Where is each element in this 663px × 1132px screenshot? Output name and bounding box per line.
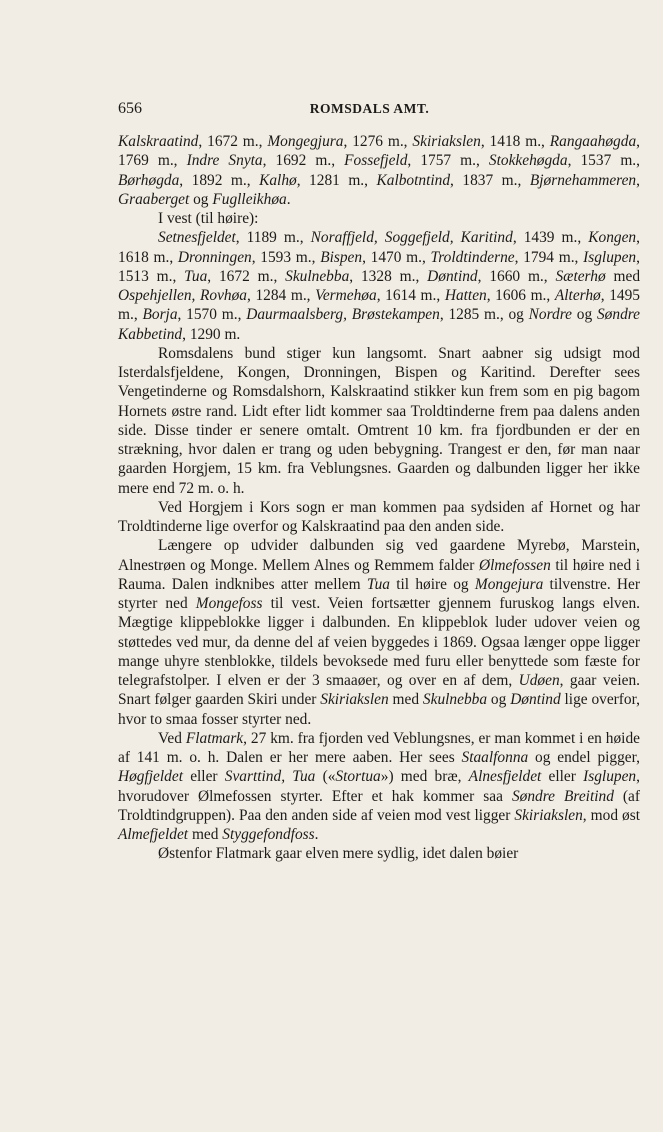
- text-run: og: [572, 306, 597, 324]
- italic-name: Graaberget: [118, 190, 190, 208]
- italic-name: Noraffjeld, Soggefjeld, Karitind: [310, 229, 513, 247]
- text-run: , 1537 m.,: [567, 152, 640, 170]
- italic-name: Almefjeldet: [118, 826, 189, 843]
- italic-name: Fuglleikhøa: [212, 190, 287, 208]
- italic-name: Bjørnehammeren: [529, 171, 637, 189]
- italic-name: Svarttind, Tua: [224, 768, 316, 786]
- text-run: , 1284 m.,: [247, 287, 316, 304]
- italic-name: Setnesfjeldet: [158, 229, 236, 247]
- italic-name: Hatten: [444, 287, 487, 304]
- text-run: («: [315, 768, 336, 786]
- text-run: , 1757 m.,: [407, 152, 489, 170]
- italic-name: Kalbotntind: [376, 171, 451, 189]
- italic-name: Daurmaalsberg, Brøstekampen: [246, 306, 440, 324]
- text-run: , 1892 m.,: [179, 171, 260, 189]
- text-run: , 1495 m.,: [118, 287, 640, 324]
- text-run: til vest. Veien fortsætter gjennem furuskog langs elven. Mægtige klippeblokke ligger i dalbunden. En klippeblok luder udover veien og støttedes ved mur, da denne del af veien byggedes i 1869. Ogsaa længer oppe ligger mange uhyre stenblokke, tildels bevoksede med furu eller benyttede som fæste for telegrafstolper. I elven er der 3 smaaøer, og over en af dem,: [118, 595, 640, 689]
- text-run: Ved: [158, 729, 186, 747]
- text-run: , 1470 m.,: [362, 248, 431, 266]
- text-run: tilvenstre. Her styrter ned: [118, 575, 640, 612]
- italic-name: Skulnebba: [285, 267, 350, 285]
- text-run: , 1593 m.,: [251, 248, 321, 266]
- text-run: og endel pigger,: [528, 749, 640, 766]
- italic-name: Indre Snyta: [186, 152, 263, 170]
- italic-name: Bispen: [320, 248, 363, 266]
- italic-name: Stortua: [335, 768, 381, 786]
- text-run: , 1285 m., og: [439, 306, 529, 324]
- italic-name: Mongejura: [474, 575, 544, 593]
- text-run: til høire ned i Rauma. Dalen indknibes atter mellem: [118, 556, 640, 593]
- italic-name: Tua: [366, 575, 390, 593]
- paragraph-p3: [118, 228, 640, 344]
- text-run: , 1614 m.,: [376, 287, 445, 304]
- text-run: , 1837 m.,: [450, 171, 530, 189]
- text-run: , 1692 m.,: [262, 152, 345, 170]
- italic-name: Skulnebba: [422, 691, 488, 709]
- text-run: , 1290 m.: [182, 325, 241, 343]
- text-run: , 1513 m.,: [118, 248, 640, 285]
- paragraph-p5: [118, 498, 640, 537]
- body-text: [118, 132, 640, 864]
- text-run: , 1418 m.,: [480, 133, 550, 150]
- text-run: med: [605, 267, 641, 285]
- italic-name: Søndre Breitind: [511, 787, 614, 805]
- text-run: , hvorudover Ølmefossen styrter. Efter et hak kommer saa: [118, 768, 640, 805]
- italic-name: Mongefoss: [195, 595, 263, 612]
- italic-name: Børhøgda: [118, 171, 180, 189]
- italic-name: Ospehjellen, Rovhøa: [118, 287, 247, 304]
- text-run: , 1439 m.,: [512, 229, 589, 247]
- text-run: (af Troldtindgruppen). Paa den anden side af veien mod vest ligger: [118, 787, 640, 824]
- text-run: ,: [636, 171, 640, 189]
- italic-name: Høgfjeldet: [118, 768, 183, 786]
- italic-name: Dronningen: [177, 248, 252, 266]
- text-run: .: [286, 190, 291, 208]
- italic-name: Kalskraatind: [118, 133, 199, 150]
- italic-name: Troldtinderne: [430, 248, 515, 266]
- text-run: med: [388, 691, 423, 709]
- text-run: med: [188, 826, 223, 843]
- text-run: Ved Horgjem i Kors sogn er man kommen paa sydsiden af Hornet og har Troldtinderne lige overfor og Kalskraatind paa den anden side.: [118, 498, 640, 535]
- italic-name: Isglupen: [583, 768, 637, 786]
- italic-name: Døntind: [427, 267, 478, 285]
- italic-name: Skiriakslen: [412, 133, 481, 150]
- page-number: 656: [118, 100, 142, 117]
- text-run: , 1606 m.,: [486, 287, 555, 304]
- italic-name: Ølmefossen: [478, 556, 551, 574]
- italic-name: Udøen: [518, 672, 560, 689]
- italic-name: Tua: [184, 267, 208, 285]
- text-run: Romsdalens bund stiger kun langsomt. Snart aabner sig udsigt mod Isterdalsfjeldene, Kongen, Dronningen, Bispen og Karitind. Derefter sees Vengetinderne og Romsdalshorn, Kalskraatind stikker kun frem som en pig bagom Hornets østre rand. Lidt efter lidt kommer saa Troldtinderne frem paa dalens anden side. Disse tinder er senere omtalt. Omtrent 10 km. fra fjordbunden er der en strækning, hvor dalen er trang og uden bebygning. Trangest er den, før man naar gaarden Horgjem, 15 km. fra Veblungsnes. Gaarden og dalbunden ligger her ikke mere end 72 m. o. h.: [118, 344, 640, 497]
- italic-name: Fossefjeld: [344, 152, 408, 170]
- text-run: , 1769 m.,: [118, 133, 640, 170]
- text-run: I vest (til høire):: [158, 210, 259, 227]
- running-head: ROMSDALS AMT.: [309, 101, 430, 116]
- text-run: og: [487, 691, 511, 709]
- text-run: , 1794 m.,: [514, 248, 584, 266]
- text-run: Østenfor Flatmark gaar elven mere sydlig, idet dalen bøier: [158, 845, 519, 863]
- italic-name: Vermehøa: [315, 287, 377, 304]
- italic-name: Døntind: [510, 691, 561, 709]
- text-run: , 1672 m.,: [207, 267, 286, 285]
- text-run: ») med bræ,: [380, 768, 469, 786]
- italic-name: Nordre: [528, 306, 572, 324]
- italic-name: Rangaahøgda: [549, 133, 637, 150]
- italic-name: Sæterhø: [555, 267, 606, 285]
- italic-name: Alterhø: [554, 287, 601, 304]
- text-run: , 1570 m.,: [177, 306, 247, 324]
- italic-name: Skiriakslen: [514, 806, 583, 824]
- text-run: eller: [182, 768, 225, 786]
- text-run: , 1281 m.,: [296, 171, 377, 189]
- italic-name: Skiriakslen: [320, 691, 389, 709]
- italic-name: Søndre Kabbetind: [118, 306, 641, 343]
- italic-name: Stokkehøgda: [488, 152, 568, 170]
- italic-name: Borja: [142, 306, 178, 324]
- italic-name: Alnesfjeldet: [468, 768, 542, 786]
- paragraph-p2: [118, 209, 640, 228]
- text-run: , 1660 m.,: [477, 267, 556, 285]
- italic-name: Staalfonna: [461, 749, 529, 766]
- text-run: eller: [541, 768, 584, 786]
- italic-name: Flatmark: [185, 729, 244, 747]
- italic-name: Isglupen: [583, 248, 637, 266]
- paragraph-p4: [118, 344, 640, 498]
- text-run: og: [189, 190, 213, 208]
- paragraph-p7: [118, 729, 640, 845]
- text-run: , mod øst: [582, 806, 640, 824]
- text-run: , 27 km. fra fjorden ved Veblungsnes, er man kommet i en høide af 141 m. o. h. Dalen er her mere aaben. Her sees: [118, 729, 640, 766]
- text-run: .: [314, 826, 319, 843]
- italic-name: Kalhø: [259, 171, 297, 189]
- text-run: , 1618 m.,: [118, 229, 640, 266]
- italic-name: Mongegjura: [267, 133, 344, 150]
- text-run: til høire og: [389, 575, 475, 593]
- italic-name: Styggefondfoss: [222, 826, 315, 843]
- text-run: , 1672 m.,: [198, 133, 268, 150]
- paragraph-p1: [118, 132, 640, 209]
- text-run: , 1189 m.,: [235, 229, 311, 247]
- text-run: , gaar veien. Snart følger gaarden Skiri under: [118, 672, 640, 709]
- text-run: lige overfor, hvor to smaa fosser styrter ned.: [118, 691, 640, 728]
- paragraph-p6: [118, 536, 640, 729]
- italic-name: Kongen: [588, 229, 637, 247]
- page-header: [118, 100, 641, 122]
- text-run: , 1328 m.,: [349, 267, 428, 285]
- text-run: , 1276 m.,: [343, 133, 413, 150]
- text-run: Længere op udvider dalbunden sig ved gaardene Myrebø, Marstein, Alnestrøen og Monge. Mellem Alnes og Remmem falder: [118, 537, 640, 574]
- paragraph-p8: [118, 844, 640, 863]
